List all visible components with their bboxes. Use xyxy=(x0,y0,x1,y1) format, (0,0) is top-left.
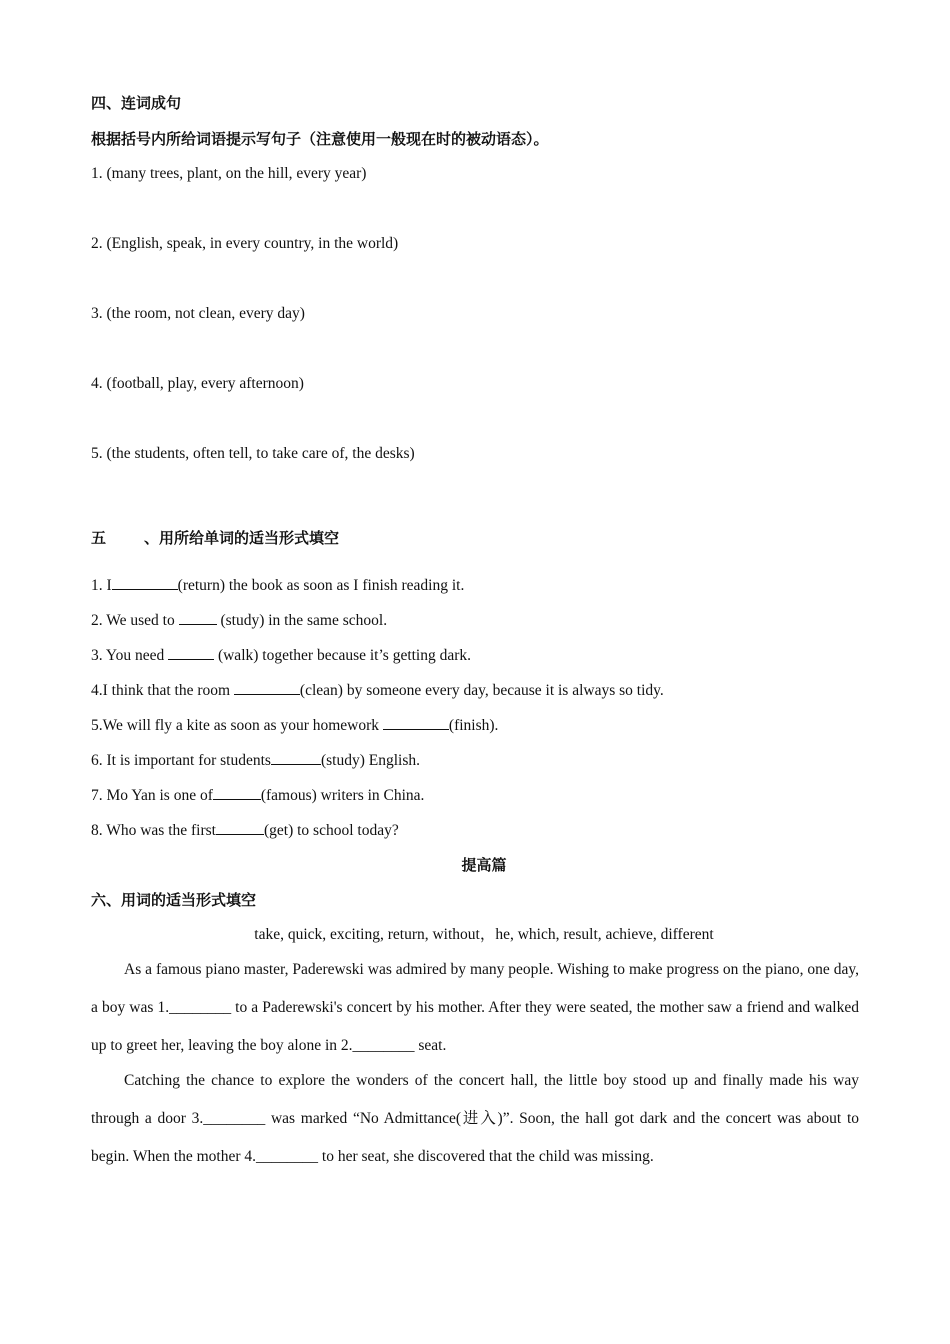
section-4-instruction: 根据括号内所给词语提示写句子（注意使用一般现在时的被动语态）。 xyxy=(91,130,549,148)
answer-blank[interactable] xyxy=(213,785,261,800)
section-4-item-2: 2. (English, speak, in every country, in the world) xyxy=(91,235,399,252)
section-5-item-2: 2. We used to (study) in the same school. xyxy=(91,612,388,629)
answer-blank[interactable] xyxy=(271,750,321,765)
answer-blank[interactable] xyxy=(383,715,449,730)
answer-blank[interactable] xyxy=(216,820,264,835)
word-bank: take, quick, exciting, return, without，he, which, result, achieve, different xyxy=(254,926,714,943)
section-4-heading: 四、连词成句 xyxy=(91,94,182,112)
advanced-section-title: 提高篇 xyxy=(461,856,507,874)
section-5-item-3: 3. You need (walk) together because it’s getting dark. xyxy=(91,647,472,664)
passage-paragraph-1: As a famous piano master, Paderewski was admired by many people. Wishing to make progress on the piano, one day, a boy was 1.________ to a Paderewski's concert by his mother. After they were seated, the mother saw a friend and walked up to greet her, leaving the boy alone in 2.________ seat. xyxy=(91,961,859,1054)
section-4-item-4: 4. (football, play, every afternoon) xyxy=(91,375,304,392)
section-5-item-4: 4.I think that the room (clean) by someone every day, because it is always so tidy. xyxy=(91,682,664,699)
section-5-item-5: 5.We will fly a kite as soon as your homework (finish). xyxy=(91,717,499,734)
passage-blank-3[interactable]: ________ xyxy=(203,1110,266,1127)
section-5-item-7: 7. Mo Yan is one of (famous) writers in China. xyxy=(91,787,425,804)
section-5-item-6: 6. It is important for students (study) English. xyxy=(91,752,420,769)
answer-blank[interactable] xyxy=(112,575,178,590)
passage-blank-2[interactable]: ________ xyxy=(352,1037,415,1054)
passage-paragraph-2: Catching the chance to explore the wonders of the concert hall, the little boy stood up and finally made his way through a door 3.________ was marked “No Admittance(进入)”. Soon, the hall got dark and the concert was about to begin. When the mother 4.________ to her seat, she discovered that the child was missing. xyxy=(91,1072,859,1165)
passage-blank-4[interactable]: ________ xyxy=(256,1148,319,1165)
section-5-heading-text: 、用所给单词的适当形式填空 xyxy=(144,529,340,547)
section-5-heading-number: 五 xyxy=(91,529,107,547)
section-4-item-5: 5. (the students, often tell, to take care of, the desks) xyxy=(91,445,415,462)
section-5-item-8: 8. Who was the first (get) to school today? xyxy=(91,822,399,839)
passage-blank-1[interactable]: ________ xyxy=(169,999,232,1016)
answer-blank[interactable] xyxy=(168,645,214,660)
section-5-item-1: 1. I (return) the book as soon as I finish reading it. xyxy=(91,577,465,594)
answer-blank[interactable] xyxy=(179,610,217,625)
section-4-item-1: 1. (many trees, plant, on the hill, every year) xyxy=(91,165,367,182)
section-6-heading: 六、用词的适当形式填空 xyxy=(91,891,257,909)
section-5-heading xyxy=(91,528,339,548)
answer-blank[interactable] xyxy=(234,680,300,695)
section-4-item-3: 3. (the room, not clean, every day) xyxy=(91,305,305,322)
